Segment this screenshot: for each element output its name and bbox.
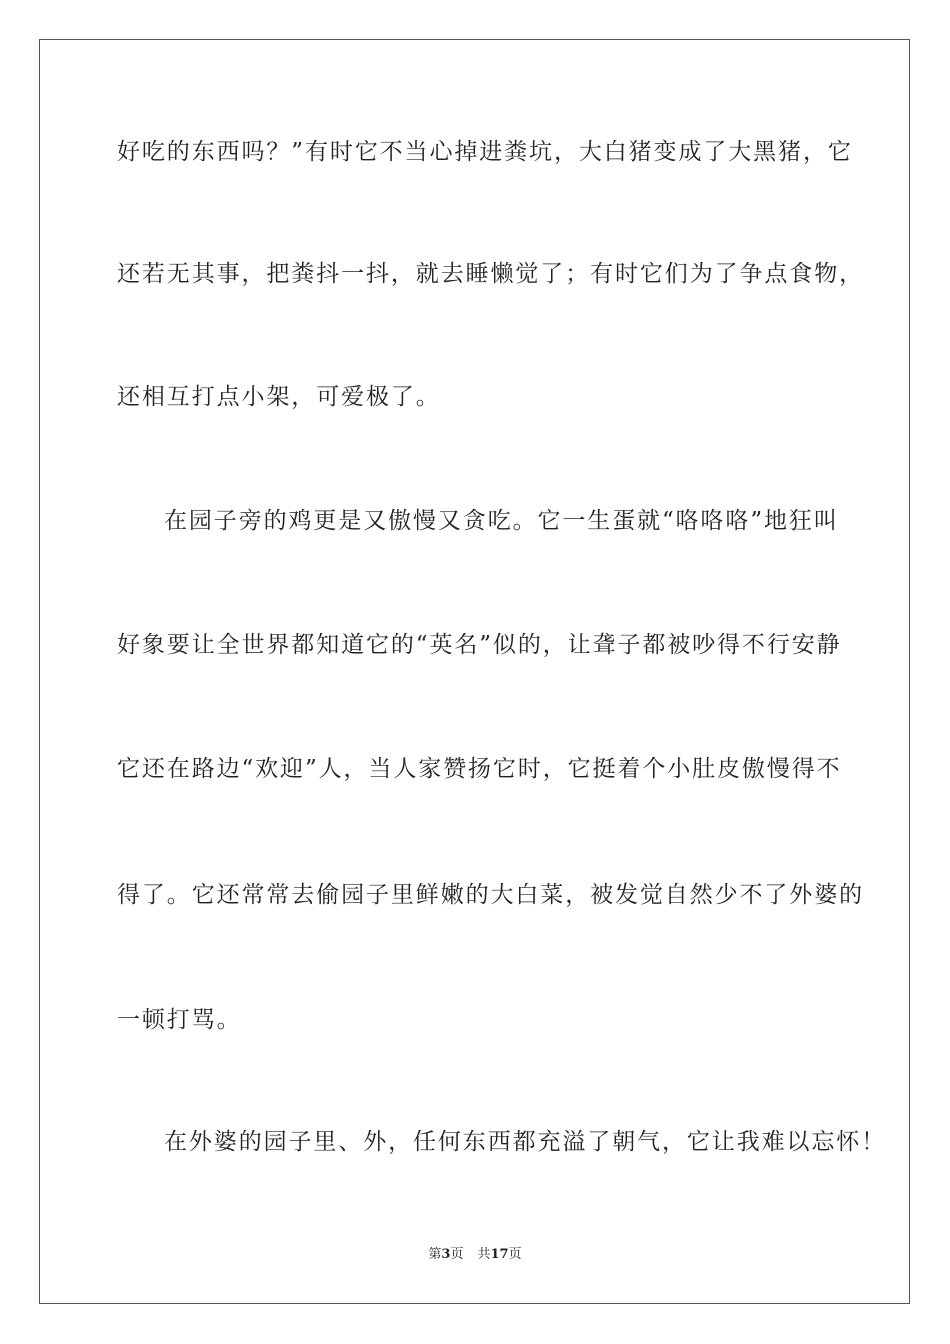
page-border bbox=[39, 39, 910, 1304]
text-line-7: 得了。它还常常去偷园子里鲜嫩的大白菜，被发觉自然少不了外婆的 bbox=[117, 882, 864, 908]
text-line-4-paragraph-start: 在园子旁的鸡更是又傲慢又贪吃。它一生蛋就“咯咯咯”地狂叫 bbox=[164, 508, 839, 534]
page-suffix: 页 bbox=[450, 1247, 464, 1262]
total-suffix: 页 bbox=[508, 1247, 522, 1262]
total-pages: 17 bbox=[490, 1247, 509, 1262]
text-line-3: 还相互打点小架，可爱极了。 bbox=[117, 384, 441, 410]
page-prefix: 第 bbox=[428, 1247, 442, 1262]
text-line-2: 还若无其事，把粪抖一抖，就去睡懒觉了；有时它们为了争点食物， bbox=[117, 261, 864, 287]
total-prefix: 共 bbox=[477, 1247, 491, 1262]
page-footer bbox=[0, 1246, 950, 1264]
text-line-6: 它还在路边“欢迎”人，当人家赞扬它时，它挺着个小肚皮傲慢得不 bbox=[117, 756, 842, 782]
text-line-5: 好象要让全世界都知道它的“英名”似的，让聋子都被吵得不行安静 bbox=[117, 632, 842, 658]
text-line-8: 一顿打骂。 bbox=[117, 1007, 242, 1033]
text-line-9-paragraph-start: 在外婆的园子里、外，任何东西都充溢了朝气，它让我难以忘怀！ bbox=[164, 1129, 887, 1155]
page-number: 3 bbox=[441, 1247, 451, 1262]
text-line-1: 好吃的东西吗？”有时它不当心掉进粪坑，大白猪变成了大黑猪，它 bbox=[117, 139, 853, 165]
